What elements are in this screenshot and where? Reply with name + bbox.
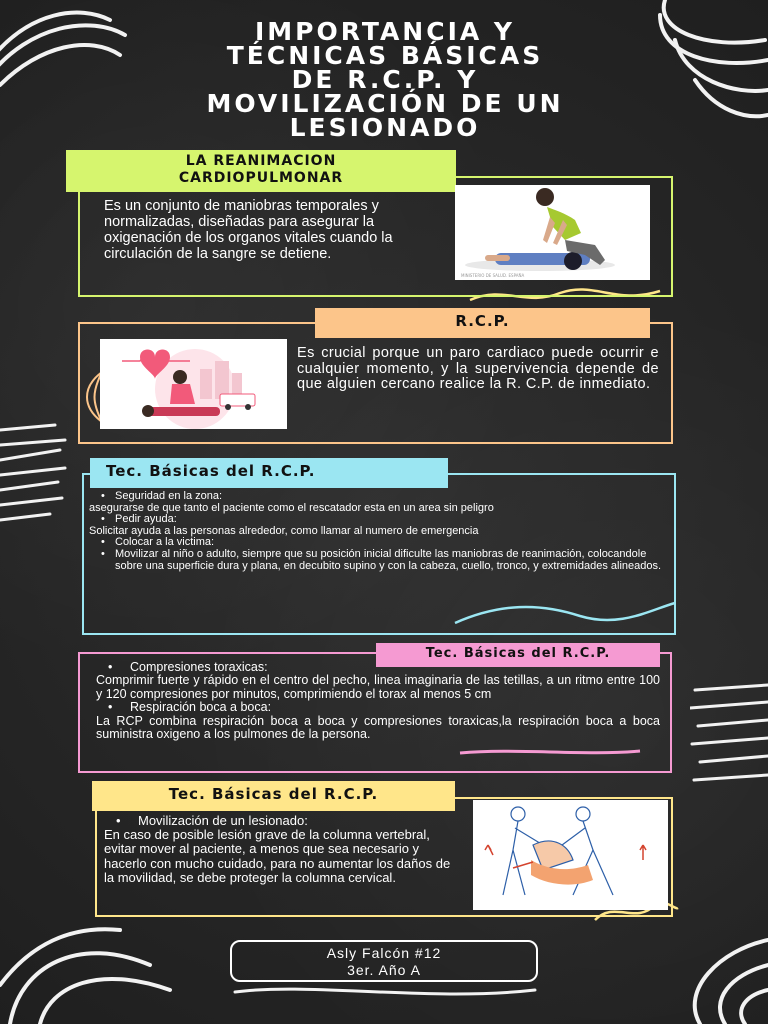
scribble-bottom-left-decoration xyxy=(0,905,190,1024)
bullet-zone-safety: • Seguridad en la zona: xyxy=(89,491,664,503)
title-line-2: TÉCNICAS BÁSICAS xyxy=(226,41,544,70)
title-line-5: LESIONADO xyxy=(289,113,481,142)
section-basic-techniques-2-text xyxy=(96,661,660,741)
paragraph-ask-help: Solicitar ayuda a las personas alrededor, como llamar al numero de emergencia xyxy=(89,524,479,537)
section-basic-techniques-3-text xyxy=(104,814,454,885)
section-rcp-text: Es crucial porque un paro cardiaco puede ocurrir e cualquier momento, y la supervivencia depende de que alguien cercano realice la R. C.P. de inmediato. xyxy=(297,345,659,392)
title-line-3: DE R.C.P. Y xyxy=(291,65,479,94)
image-caption: MINISTERIO DE SALUD. ESPAÑA xyxy=(461,273,525,278)
injured-mobilization-image xyxy=(473,800,668,910)
cpr-rescuer-image xyxy=(455,185,650,280)
scribble-top-left-decoration xyxy=(0,0,140,90)
paragraph-injured-mobilization: En caso de posible lesión grave de la columna vertebral, evitar mover al paciente, a menos que sea necesario y hacerlo con mucho cuidado, para no aumentar los daños de la movilidad, se debe proteger la columna cervical. xyxy=(104,827,451,885)
title-line-1: IMPORTANCIA Y xyxy=(254,17,516,46)
paragraph-mouth-to-mouth: La RCP combina respiración boca a boca y compresiones toraxicas,la respiración boca a boca suministra oxigeno a los pulmones de la persona. xyxy=(96,713,660,742)
page-title xyxy=(120,17,650,142)
paragraph-chest-compressions: Comprimir fuerte y rápido en el centro del pecho, linea imaginaria de las tetillas, a un ritmo entre 100 y 120 compresiones por minutos, comprimiendo el torax al menos 5 cm xyxy=(96,673,660,701)
author-grade: 3er. Año A xyxy=(347,962,421,978)
scribble-right-decoration xyxy=(690,680,768,800)
paragraph-zone-safety: asegurarse de que tanto el paciente como el rescatador esta en un area sin peligro xyxy=(89,501,494,514)
section-cpr-definition-tag xyxy=(66,150,456,192)
tag-label: R.C.P. xyxy=(455,312,510,330)
section-basic-techniques-3-tag xyxy=(92,781,455,811)
scribble-left-decoration xyxy=(0,420,70,530)
tag-label: Tec. Básicas del R.C.P. xyxy=(425,646,611,661)
tag-label: Tec. Básicas del R.C.P. xyxy=(106,462,316,480)
scribble-bottom-right-decoration xyxy=(620,930,768,1024)
cpr-heart-image xyxy=(100,339,287,429)
section-basic-techniques-1-tag xyxy=(90,458,448,488)
bullet-ask-help: • Pedir ayuda: xyxy=(89,514,664,526)
author-name: Asly Falcón #12 xyxy=(326,945,442,961)
chalk-line-under-title-decoration xyxy=(230,982,540,1002)
cpr-heart-illustration xyxy=(100,339,287,429)
mobilization-illustration xyxy=(473,800,668,910)
author-box xyxy=(230,940,538,982)
tag-line-1: LA REANIMACION xyxy=(185,153,337,169)
cpr-rescuer-illustration xyxy=(455,185,650,280)
bullet-mobilize: • Movilizar al niño o adulto, siempre que su posición inicial dificulte las maniobras de reanimación, colocandole sobre una superficie dura y plana, en decubito supino y con la cabeza, cuello, tronco, y extremidades alineados. xyxy=(89,549,664,572)
section-cpr-definition-text: Es un conjunto de maniobras temporales y normalizadas, diseñadas para asegurar la oxigenación de los organos vitales cuando la circulación de la sangre se detiene. xyxy=(104,198,393,262)
bullet-chest-compressions: • Compresiones toraxicas: xyxy=(96,661,660,674)
bullet-mouth-to-mouth: • Respiración boca a boca: xyxy=(96,701,660,714)
bullet-injured-mobilization: • Movilización de un lesionado: xyxy=(104,814,454,828)
tag-line-2: CARDIOPULMONAR xyxy=(178,170,344,186)
tag-label: Tec. Básicas del R.C.P. xyxy=(168,785,379,803)
title-line-4: MOVILIZACIÓN DE UN xyxy=(206,89,564,118)
section-rcp-tag xyxy=(315,308,650,338)
section-basic-techniques-1-text xyxy=(89,491,664,572)
bullet-place-victim: • Colocar a la victima: xyxy=(89,537,664,549)
scribble-top-right-decoration xyxy=(645,0,768,130)
